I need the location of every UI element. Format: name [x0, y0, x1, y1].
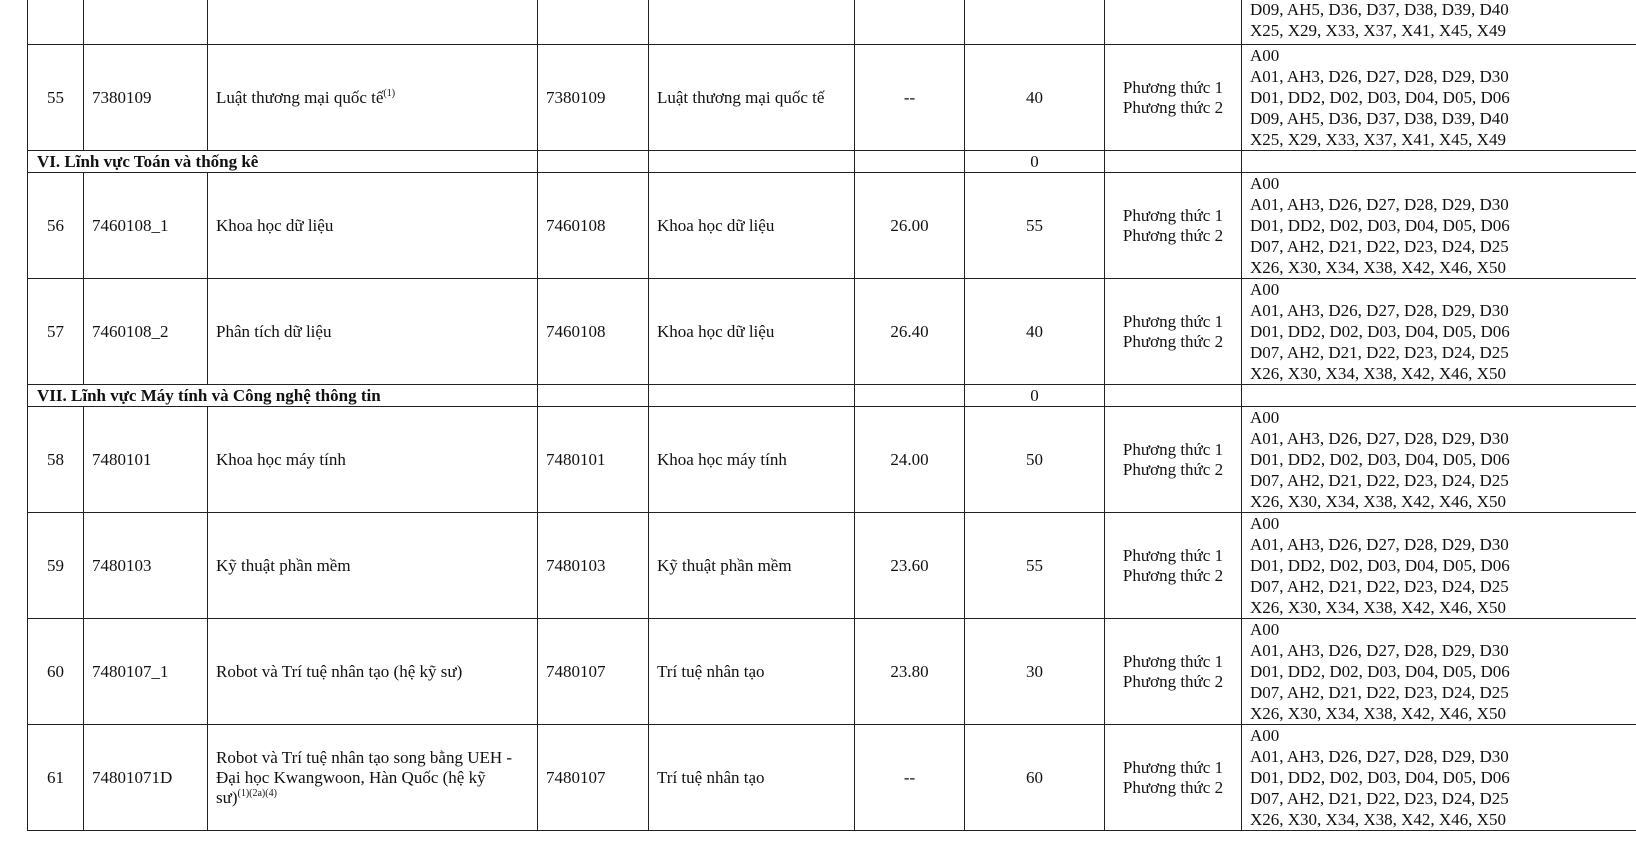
program-name-text: sư) [216, 787, 238, 807]
combo-line: X26, X30, X34, X38, X42, X46, X50 [1250, 598, 1506, 617]
table-row [28, 173, 1636, 279]
program-name-line [216, 788, 529, 808]
major-code: 7460108 [538, 173, 649, 279]
combo-line: X26, X30, X34, X38, X42, X46, X50 [1250, 704, 1506, 723]
admission-quota: 55 [965, 513, 1105, 619]
row-number: 55 [28, 45, 84, 151]
program-name [208, 513, 538, 619]
subject-combinations [1242, 513, 1636, 619]
footnote-marker: (1)(2a)(4) [237, 787, 277, 799]
program-name-text: Khoa học dữ liệu [216, 215, 334, 235]
combo-line: D01, DD2, D02, D03, D04, D05, D06 [1250, 322, 1510, 341]
benchmark-score: 23.60 [855, 513, 965, 619]
combo-line: X25, X29, X33, X37, X41, X45, X49 [1250, 21, 1506, 40]
major-code: 7480101 [538, 407, 649, 513]
program-name [208, 45, 538, 151]
program-name-text: Luật thương mại quốc tế [216, 87, 384, 107]
combo-line: A01, AH3, D26, D27, D28, D29, D30 [1250, 641, 1509, 660]
program-code: 7480101 [84, 407, 208, 513]
program-code: 7460108_2 [84, 279, 208, 385]
method-item: Phương thức 2 [1122, 777, 1224, 797]
method-item: Phương thức 2 [1122, 225, 1224, 245]
combo-line: A00 [1250, 514, 1280, 533]
subject-combinations [1242, 619, 1636, 725]
method-item: Phương thức 1 [1122, 439, 1224, 459]
major-code: 7460108 [538, 279, 649, 385]
method-item: Phương thức 2 [1122, 671, 1224, 691]
subject-combinations [1242, 45, 1636, 151]
combo-line: A01, AH3, D26, D27, D28, D29, D30 [1250, 535, 1509, 554]
benchmark-score: 23.80 [855, 619, 965, 725]
benchmark-score: 24.00 [855, 407, 965, 513]
row-number: 59 [28, 513, 84, 619]
combo-line: D01, DD2, D02, D03, D04, D05, D06 [1250, 556, 1510, 575]
program-name-line: Robot và Trí tuệ nhân tạo song bằng UEH - [216, 747, 513, 767]
combo-line: D01, DD2, D02, D03, D04, D05, D06 [1250, 216, 1510, 235]
major-code: 7480103 [538, 513, 649, 619]
major-name: Trí tuệ nhân tạo [649, 619, 855, 725]
section-quota: 0 [965, 151, 1105, 173]
combo-line: X26, X30, X34, X38, X42, X46, X50 [1250, 258, 1506, 277]
subject-combinations [1242, 173, 1636, 279]
program-code: 74801071D [84, 725, 208, 831]
admission-methods [1105, 279, 1242, 385]
combo-line: A01, AH3, D26, D27, D28, D29, D30 [1250, 195, 1509, 214]
combo-line: D07, AH2, D21, D22, D23, D24, D25 [1250, 471, 1509, 490]
top-partial-row [28, 0, 1636, 45]
admission-methods [1105, 407, 1242, 513]
major-code: 7480107 [538, 619, 649, 725]
combo-line: X26, X30, X34, X38, X42, X46, X50 [1250, 492, 1506, 511]
combo-line: D07, AH2, D21, D22, D23, D24, D25 [1250, 577, 1509, 596]
section-row [28, 151, 1636, 173]
combo-line: D07, AH2, D21, D22, D23, D24, D25 [1250, 789, 1509, 808]
method-item: Phương thức 1 [1122, 311, 1224, 331]
section-title: VI. Lĩnh vực Toán và thống kê [28, 151, 538, 173]
section-quota: 0 [965, 385, 1105, 407]
program-name [208, 279, 538, 385]
combo-line: A01, AH3, D26, D27, D28, D29, D30 [1250, 301, 1509, 320]
method-item: Phương thức 2 [1122, 565, 1224, 585]
combo-line: A00 [1250, 46, 1280, 65]
program-name [208, 619, 538, 725]
combo-line: X26, X30, X34, X38, X42, X46, X50 [1250, 364, 1506, 383]
major-name: Khoa học dữ liệu [649, 173, 855, 279]
program-code: 7480103 [84, 513, 208, 619]
row-number: 57 [28, 279, 84, 385]
benchmark-score: 26.00 [855, 173, 965, 279]
admission-quota: 55 [965, 173, 1105, 279]
method-item: Phương thức 1 [1122, 205, 1224, 225]
program-code: 7480107_1 [84, 619, 208, 725]
combo-line: D07, AH2, D21, D22, D23, D24, D25 [1250, 237, 1509, 256]
benchmark-score: -- [855, 45, 965, 151]
combo-line: X26, X30, X34, X38, X42, X46, X50 [1250, 810, 1506, 829]
major-name: Kỹ thuật phần mềm [649, 513, 855, 619]
admission-quota: 50 [965, 407, 1105, 513]
admission-methods [1105, 513, 1242, 619]
table-row [28, 619, 1636, 725]
subject-combinations [1242, 279, 1636, 385]
method-item: Phương thức 2 [1122, 459, 1224, 479]
major-code: 7380109 [538, 45, 649, 151]
row-number: 58 [28, 407, 84, 513]
combo-line: X25, X29, X33, X37, X41, X45, X49 [1250, 130, 1506, 149]
program-name [208, 407, 538, 513]
combo-line: A01, AH3, D26, D27, D28, D29, D30 [1250, 747, 1509, 766]
program-name-text: Phân tích dữ liệu [216, 321, 332, 341]
combo-line: D07, AH2, D21, D22, D23, D24, D25 [1250, 683, 1509, 702]
row-number: 56 [28, 173, 84, 279]
combo-line: A00 [1250, 408, 1280, 427]
combo-line: D07, AH2, D21, D22, D23, D24, D25 [1250, 343, 1509, 362]
combo-line: A01, AH3, D26, D27, D28, D29, D30 [1250, 67, 1509, 86]
table-row [28, 513, 1636, 619]
row-number: 60 [28, 619, 84, 725]
table-row [28, 45, 1636, 151]
program-name [208, 725, 538, 831]
program-name-text: Robot và Trí tuệ nhân tạo (hệ kỹ sư) [216, 661, 463, 681]
major-code: 7480107 [538, 725, 649, 831]
admission-methods [1105, 45, 1242, 151]
table-row [28, 279, 1636, 385]
program-name [208, 173, 538, 279]
method-item: Phương thức 1 [1122, 651, 1224, 671]
method-item: Phương thức 2 [1122, 97, 1224, 117]
combo-line: A00 [1250, 620, 1280, 639]
combo-line: D01, DD2, D02, D03, D04, D05, D06 [1250, 88, 1510, 107]
admission-methods [1105, 725, 1242, 831]
program-code: 7460108_1 [84, 173, 208, 279]
method-item: Phương thức 2 [1122, 331, 1224, 351]
combo-line: D09, AH5, D36, D37, D38, D39, D40 [1250, 0, 1509, 19]
method-item: Phương thức 1 [1122, 545, 1224, 565]
method-item: Phương thức 1 [1122, 757, 1224, 777]
combo-line: A00 [1250, 726, 1280, 745]
major-name: Luật thương mại quốc tế [649, 45, 855, 151]
combo-line: A00 [1250, 280, 1280, 299]
combo-line: D01, DD2, D02, D03, D04, D05, D06 [1250, 450, 1510, 469]
footnote-marker: (1) [383, 87, 396, 99]
admission-quota: 60 [965, 725, 1105, 831]
admissions-table [27, 0, 1636, 831]
combo-line: D01, DD2, D02, D03, D04, D05, D06 [1250, 768, 1510, 787]
table-row [28, 725, 1636, 831]
row-number: 61 [28, 725, 84, 831]
program-code: 7380109 [84, 45, 208, 151]
program-name-line: Đại học Kwangwoon, Hàn Quốc (hệ kỹ [216, 767, 486, 787]
admission-quota: 30 [965, 619, 1105, 725]
section-row [28, 385, 1636, 407]
major-name: Khoa học dữ liệu [649, 279, 855, 385]
combo-line: D09, AH5, D36, D37, D38, D39, D40 [1250, 109, 1509, 128]
admission-methods [1105, 619, 1242, 725]
subject-combinations [1242, 725, 1636, 831]
program-name-text: Khoa học máy tính [216, 449, 346, 469]
admission-quota: 40 [965, 279, 1105, 385]
benchmark-score: -- [855, 725, 965, 831]
major-name: Trí tuệ nhân tạo [649, 725, 855, 831]
admission-methods [1105, 173, 1242, 279]
admission-quota: 40 [965, 45, 1105, 151]
section-title: VII. Lĩnh vực Máy tính và Công nghệ thông tin [28, 385, 538, 407]
benchmark-score: 26.40 [855, 279, 965, 385]
combo-line: A00 [1250, 174, 1280, 193]
program-name-text: Kỹ thuật phần mềm [216, 555, 351, 575]
method-item: Phương thức 1 [1122, 77, 1224, 97]
table-row [28, 407, 1636, 513]
subject-combinations [1242, 407, 1636, 513]
combo-line: D01, DD2, D02, D03, D04, D05, D06 [1250, 662, 1510, 681]
major-name: Khoa học máy tính [649, 407, 855, 513]
combo-line: A01, AH3, D26, D27, D28, D29, D30 [1250, 429, 1509, 448]
